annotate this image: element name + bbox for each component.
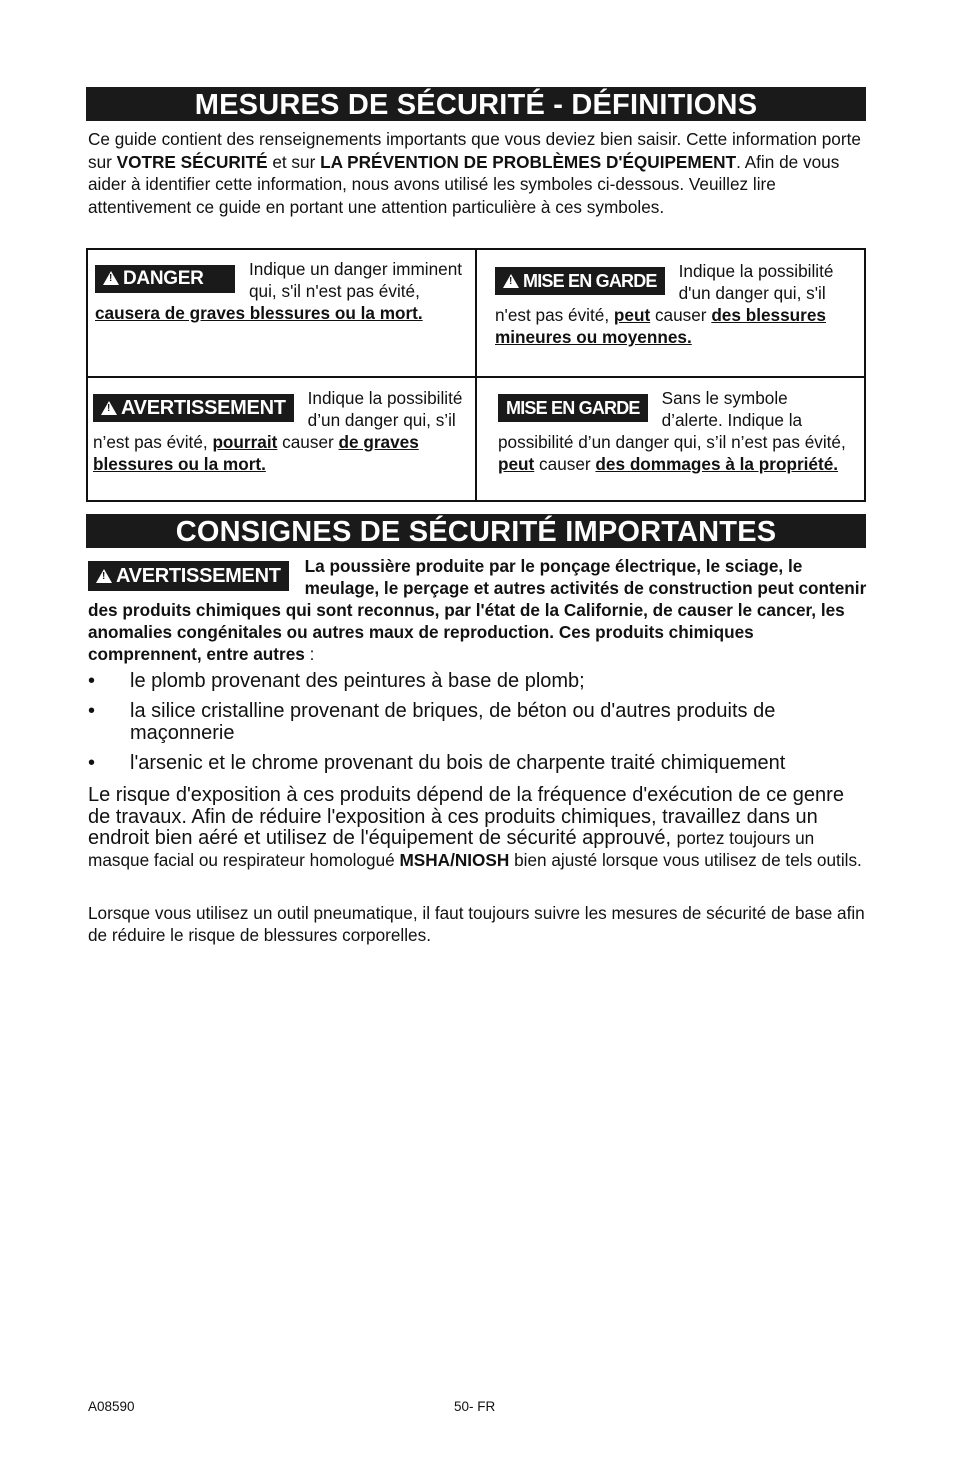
notice-text-2: causer (534, 454, 596, 474)
warning-block-suffix: : (304, 644, 315, 664)
caution-label: !MISE EN GARDE (495, 267, 665, 295)
definition-danger (95, 258, 465, 324)
section-title-definitions: MESURES DE SÉCURITÉ - DÉFINITIONS (86, 87, 866, 121)
caution-consequence: des blessures mineures ou moyennes. (495, 305, 826, 347)
warning-block (88, 555, 868, 665)
intro-text-1: Ce guide contient des renseignements importants que vous deviez bien saisir. Cette information porte sur (88, 129, 861, 172)
definition-notice (498, 387, 853, 475)
intro-bold-prevention: LA PRÉVENTION DE PROBLÈMES D'ÉQUIPEMENT (320, 151, 737, 172)
pneumatic-paragraph: Lorsque vous utilisez un outil pneumatique, il faut toujours suivre les mesures de sécurité de base afin de réduire le risque de blessures corporelles. (88, 903, 865, 945)
danger-consequence: causera de graves blessures ou la mort. (95, 303, 423, 323)
page-number: 50- FR (454, 1399, 496, 1414)
caution-text: Indique la possibilité d'un danger qui, s'il n'est pas évité, (495, 261, 834, 325)
definition-caution (495, 260, 840, 348)
warning-block-label: !AVERTISSEMENT (88, 561, 289, 591)
table-divider-horizontal (88, 376, 864, 378)
alert-triangle-icon (96, 569, 112, 583)
intro-text-3: . Afin de vous aider à identifier cette information, nous avons utilisé les symboles ci-dessous. Veuillez lire attentivement ce guide en portant une attention particulière à ces symboles. (88, 151, 840, 217)
danger-text: Indique un danger imminent qui, s'il n'est pas évité, (249, 259, 463, 301)
table-divider-vertical (475, 250, 477, 500)
alert-triangle-icon (503, 274, 519, 288)
caution-text-2: causer (650, 305, 712, 325)
intro-bold-safety: VOTRE SÉCURITÉ (116, 151, 268, 172)
list-item: • le plomb provenant des peintures à base de plomb; (88, 670, 585, 692)
notice-consequence: des dommages à la propriété. (595, 454, 839, 474)
document-id: A08590 (88, 1399, 135, 1414)
warning-could: pourrait (212, 432, 278, 452)
intro-paragraph (88, 128, 868, 218)
definitions-table (86, 248, 866, 502)
msha-niosh: MSHA/NIOSH (399, 849, 510, 870)
notice-text: Sans le symbole d’alerte. Indique la possibilité d’un danger qui, s’il n’est pas évité, (498, 388, 846, 452)
intro-text-2: et sur (267, 151, 321, 172)
section-title-important: CONSIGNES DE SÉCURITÉ IMPORTANTES (86, 514, 866, 548)
notice-may: peut (498, 454, 535, 474)
warning-text: Indique la possibilité d’un danger qui, s’il n’est pas évité, (93, 388, 463, 452)
alert-triangle-icon (101, 401, 117, 415)
warning-text-2: causer (277, 432, 339, 452)
caution-may: peut (613, 305, 651, 325)
list-item: • l'arsenic et le chrome provenant du bois de charpente traité chimiquement (88, 752, 786, 774)
exposure-risk-paragraph: Le risque d'exposition à ces produits dépend de la fréquence d'exécution de ce genre de travaux. Afin de réduire l'exposition à ces produits chimiques, travaillez dans un endroit bien aéré et utilisez de l'équipement de sécurité approuvé, portez toujours un masque facial ou respirateur homologué MSHA/NIOSH bien ajusté lorsque vous utilisez de tels outils. (88, 784, 862, 870)
warning-consequence: de graves blessures ou la mort. (93, 432, 419, 474)
bullet-icon: • (88, 752, 96, 774)
warning-label: !AVERTISSEMENT (93, 394, 294, 422)
warning-block-text: La poussière produite par le ponçage électrique, le sciage, le meulage, le perçage et autres activités de construction peut contenir des produits chimiques qui sont reconnus, par l'état de la Californie, de causer le cancer, les anomalies congénitales ou autres maux de reproduction. Ces produits chimiques comprennent, entre autres (88, 556, 867, 664)
notice-label: MISE EN GARDE (498, 394, 648, 422)
definition-warning (93, 387, 463, 475)
bullet-icon: • (88, 670, 96, 692)
alert-triangle-icon (103, 271, 119, 285)
bullet-icon: • (88, 700, 96, 722)
danger-label: !DANGER (95, 265, 235, 293)
chemical-list (88, 670, 868, 782)
list-item: • la silice cristalline provenant de briques, de béton ou d'autres produits de maçonnerie (88, 700, 776, 744)
